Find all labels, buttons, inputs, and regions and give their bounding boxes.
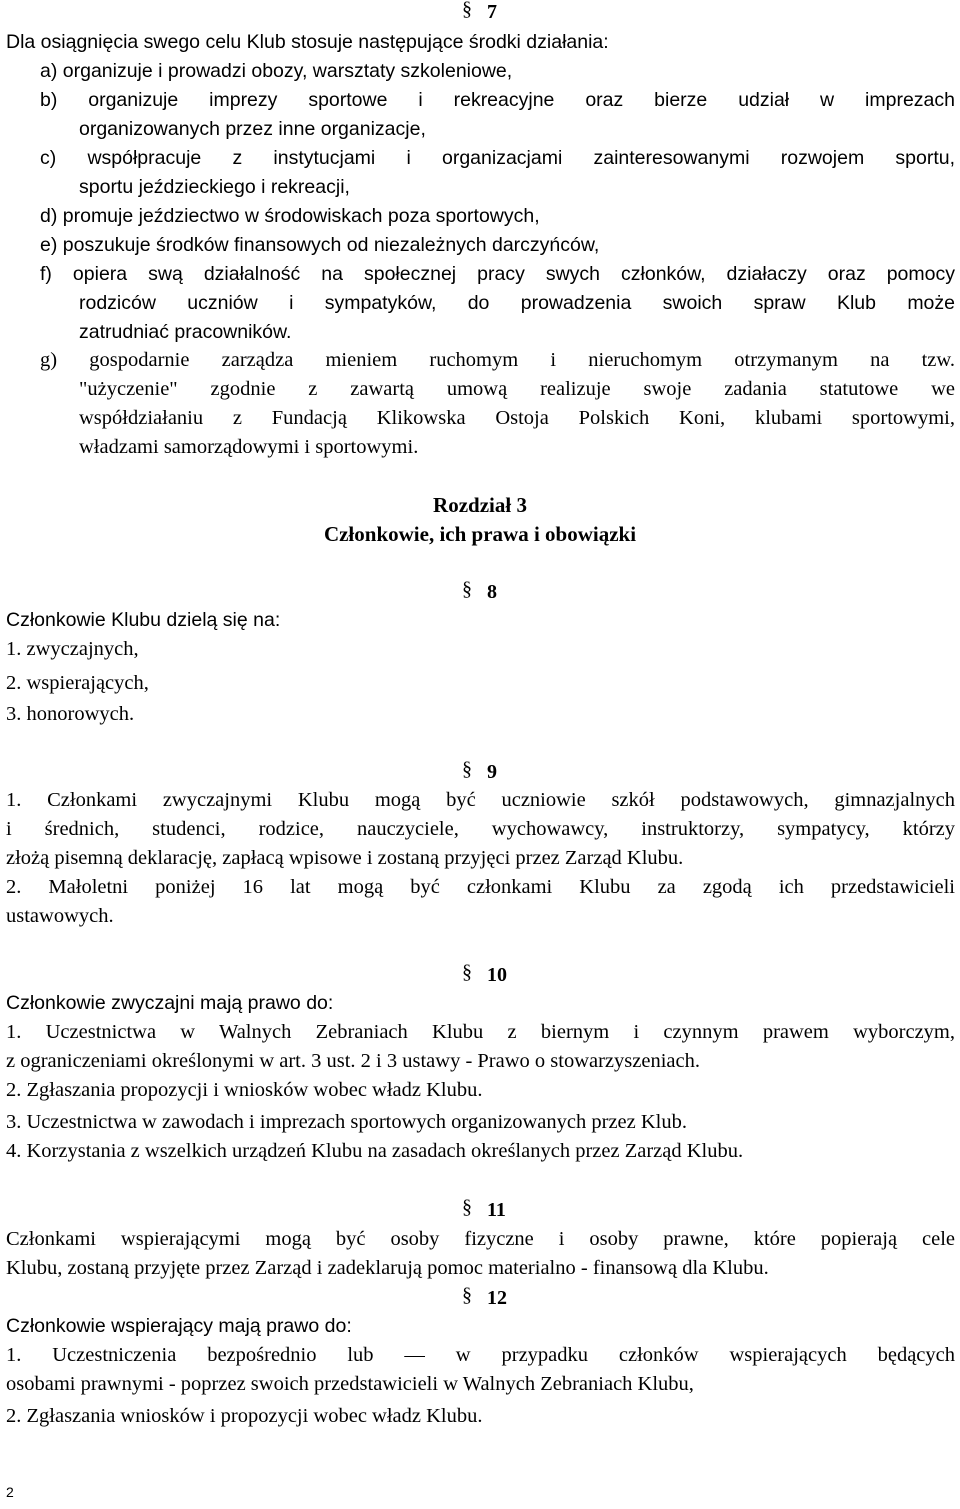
s9-line-3: złożą pisemną deklarację, zapłacą wpisowe i zostaną przyjęci przez Zarząd Klubu.	[6, 847, 684, 869]
section-number: 12	[487, 1287, 507, 1309]
s10-line-2: z ograniczeniami określonymi w art. 3 ust. 2 i 3 ustawy - Prawo o stowarzyszeniach.	[6, 1050, 700, 1072]
section-number: 8	[487, 581, 497, 603]
s10-line-4: 3. Uczestnictwa w zawodach i imprezach sportowych organizowanych przez Klub.	[6, 1111, 687, 1133]
section-number: 9	[487, 761, 497, 783]
s9-line-5: ustawowych.	[6, 905, 114, 927]
section-number: 10	[487, 964, 507, 986]
s8-item-3: 3. honorowych.	[6, 703, 135, 725]
chapter-subtitle: Członkowie, ich prawa i obowiązki	[323, 522, 637, 546]
section-sign: §	[462, 1284, 472, 1306]
s9-line-2: i średnich, studenci, rodzice, nauczyciele, wychowawcy, instruktorzy, sympatycy, którzy	[6, 818, 955, 840]
section-number: 11	[487, 1199, 506, 1221]
s7-item-f-line2: rodziców uczniów i sympatyków, do prowadzenia swoich spraw Klub może	[79, 292, 955, 314]
s10-line-1: 1. Uczestnictwa w Walnych Zebraniach Klubu z biernym i czynnym prawem wyborczym,	[6, 1021, 955, 1043]
s9-line-1: 1. Członkami zwyczajnymi Klubu mogą być uczniowie szkół podstawowych, gimnazjalnych	[6, 789, 955, 811]
s7-item-a: a) organizuje i prowadzi obozy, warsztaty szkoleniowe,	[40, 60, 513, 82]
s7-item-e: e) poszukuje środków finansowych od niezależnych darczyńców,	[40, 234, 600, 256]
s10-line-5: 4. Korzystania z wszelkich urządzeń Klubu na zasadach określanych przez Zarząd Klubu.	[6, 1140, 744, 1162]
s11-line-1: Członkami wspierającymi mogą być osoby fizyczne i osoby prawne, które popierają cele	[6, 1228, 955, 1250]
s7-item-g-line3: współdziałaniu z Fundacją Klikowska Ostoja Polskich Koni, klubami sportowymi,	[79, 407, 955, 429]
section-sign: §	[462, 961, 472, 983]
s7-item-g-line2: "użyczenie" zgodnie z zawartą umową realizuje swoje zadania statutowe we	[79, 378, 955, 400]
section-number: 7	[487, 1, 497, 23]
section-sign: §	[462, 578, 472, 600]
s9-line-4: 2. Małoletni poniżej 16 lat mogą być członkami Klubu za zgodą ich przedstawicieli	[6, 876, 955, 898]
s12-line-3: 2. Zgłaszania wniosków i propozycji wobec władz Klubu.	[6, 1405, 483, 1427]
chapter-title: Rozdział 3	[433, 493, 527, 517]
s7-item-c-line1: c) współpracuje z instytucjami i organizacjami zainteresowanymi rozwojem sportu,	[40, 147, 955, 169]
s7-item-g-line1: g) gospodarnie zarządza mieniem ruchomym i nieruchomym otrzymanym na tzw.	[40, 349, 955, 371]
s8-intro: Członkowie Klubu dzielą się na:	[6, 609, 281, 631]
s10-intro: Członkowie zwyczajni mają prawo do:	[6, 992, 334, 1014]
s7-item-g-line4: władzami samorządowymi i sportowymi.	[79, 436, 419, 458]
page-number: 2	[6, 1484, 14, 1500]
s7-item-f-line1: f) opiera swą działalność na społecznej pracy swych członków, działaczy oraz pomocy	[40, 263, 955, 285]
s7-item-d: d) promuje jeździectwo w środowiskach poza sportowych,	[40, 205, 540, 227]
s7-intro: Dla osiągnięcia swego celu Klub stosuje następujące środki działania:	[6, 31, 609, 53]
s7-item-f-line3: zatrudniać pracowników.	[79, 321, 292, 343]
s8-item-1: 1. zwyczajnych,	[6, 638, 139, 660]
s10-line-3: 2. Zgłaszania propozycji i wniosków wobec władz Klubu.	[6, 1079, 483, 1101]
s11-line-2: Klubu, zostaną przyjęte przez Zarząd i zadeklarują pomoc materialno - finansową dla Klubu.	[6, 1257, 769, 1279]
section-sign: §	[462, 758, 472, 780]
s12-intro: Członkowie wspierający mają prawo do:	[6, 1315, 352, 1337]
s7-item-c-line2: sportu jeździeckiego i rekreacji,	[79, 176, 350, 198]
s12-line-2: osobami prawnymi - poprzez swoich przedstawicieli w Walnych Zebraniach Klubu,	[6, 1373, 694, 1395]
section-sign: §	[462, 1196, 472, 1218]
s7-item-b-line2: organizowanych przez inne organizacje,	[79, 118, 426, 140]
s7-item-b-line1: b) organizuje imprezy sportowe i rekreacyjne oraz bierze udział w imprezach	[40, 89, 955, 111]
section-sign: §	[462, 0, 472, 20]
s12-line-1: 1. Uczestniczenia bezpośrednio lub — w przypadku członków wspierających będących	[6, 1344, 955, 1366]
s8-item-2: 2. wspierających,	[6, 672, 149, 694]
